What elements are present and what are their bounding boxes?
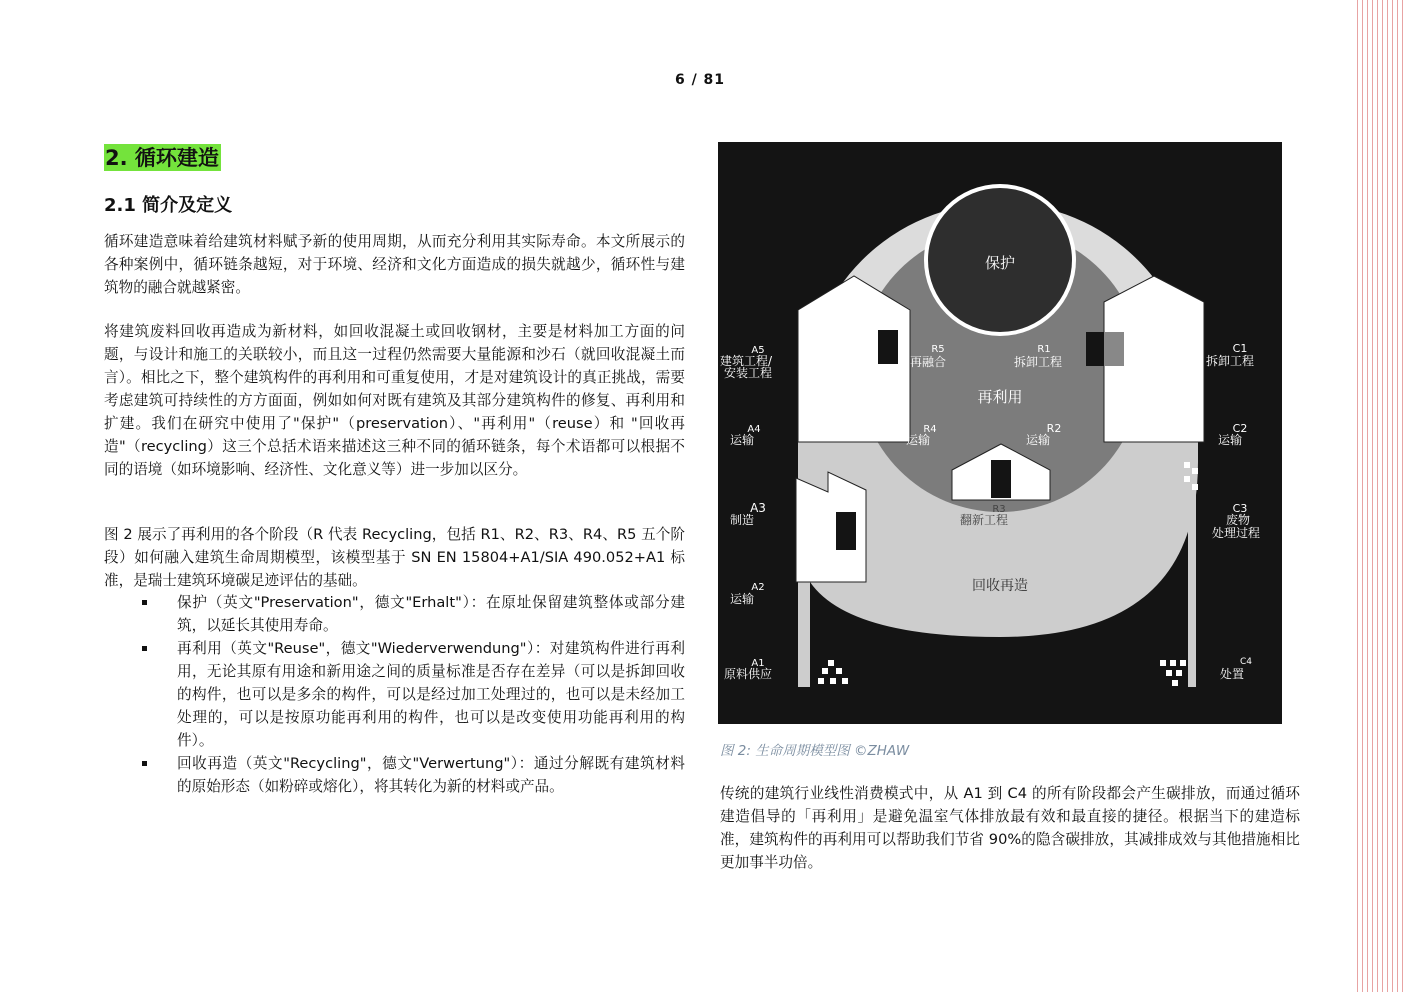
section-heading: 2. 循环建造 — [105, 146, 219, 170]
label-a5-text-2: 安装工程 — [723, 366, 773, 380]
label-c1-code: C1 — [1232, 342, 1248, 355]
label-c3-text-2: 处理过程 — [1211, 526, 1261, 540]
label-r1-text: 拆卸工程 — [1013, 355, 1063, 369]
list-item-text: 回收再造（英文"Recycling"，德文"Verwertung"）：通过分解既有建筑材料的原始形态（如粉碎或熔化），将其转化为新的材料或产品。 — [177, 755, 685, 795]
label-c2-code: C2 — [1232, 422, 1248, 435]
page-edge-stripes — [1353, 0, 1403, 992]
label-a4-code: A4 — [747, 424, 761, 435]
label-a3-text: 制造 — [729, 513, 755, 527]
list-item-preservation — [104, 591, 685, 637]
label-a5-text-1: 建筑工程/ — [719, 354, 773, 368]
label-r4-text: 运输 — [905, 433, 931, 447]
label-c1-text: 拆卸工程 — [1205, 354, 1255, 368]
paragraph-recycling-vs-reuse: 将建筑废料回收再造成为新材料，如回收混凝土或回收钢材，主要是材料加工方面的问题，与设计和施工的关联较小，而且这一过程仍然需要大量能源和沙石（就回收混凝土而言）。相比之下，整个建筑构件的再利用和可重复使用，才是对建筑设计的真正挑战，需要考虑建筑可持续性的方方面面，例如如何对既有建筑及其部分建筑构件的修复、再利用和扩建。我们在研究中使用了"保护"（preservation）、"再利用"（reuse）和 "回收再造"（recycling）这三个总括术语来描述这三种不同的循环链条，每个术语都可以根据不同的语境（如环境影响、经济性、文化意义等）进一步加以区分。 — [104, 323, 685, 478]
label-preservation: 保护 — [984, 254, 1016, 272]
list-item-reuse — [104, 637, 685, 752]
figure-caption: 图 2: 生命周期模型图 ©ZHAW — [720, 743, 910, 759]
label-c4-text: 处置 — [1219, 667, 1245, 681]
label-r3-text: 翻新工程 — [959, 513, 1009, 527]
bullet-square-icon — [142, 600, 147, 605]
label-a4-text: 运输 — [729, 433, 755, 447]
page-number: 6 / 81 — [674, 72, 726, 88]
house-right-window-2 — [1104, 332, 1124, 366]
paragraph-carbon: 传统的建筑行业线性消费模式中，从 A1 到 C4 的所有阶段都会产生碳排放，而通过循环建造倡导的「再利用」是避免温室气体排放最有效和最直接的捷径。根据当下的建造标准，建筑构件的再利用可以帮助我们节省 90%的隐含碳排放，其减排成效与其他措施相比更加事半功倍。 — [720, 785, 1300, 871]
label-a5-code: A5 — [751, 345, 765, 356]
label-r4-code: R4 — [923, 424, 937, 435]
list-item-text: 保护（英文"Preservation"，德文"Erhalt"）：在原址保留建筑整体或部分建筑，以延长其使用寿命。 — [177, 594, 685, 634]
label-r3-code: R3 — [992, 504, 1006, 515]
label-a1-code: A1 — [751, 658, 765, 669]
label-r2-text: 运输 — [1025, 433, 1051, 447]
bullet-square-icon — [142, 761, 147, 766]
label-c3-code: C3 — [1232, 502, 1248, 515]
label-c2-text: 运输 — [1217, 433, 1243, 447]
factory-window — [836, 512, 856, 550]
label-reuse: 再利用 — [977, 388, 1023, 406]
label-a2-text: 运输 — [729, 592, 755, 606]
list-item-recycling — [104, 752, 685, 798]
house-right-window — [1086, 332, 1106, 366]
bullet-square-icon — [142, 646, 147, 651]
label-a1-text: 原料供应 — [723, 667, 773, 681]
label-r2-code: R2 — [1046, 422, 1062, 435]
paragraph-figure-reference: 图 2 展示了再利用的各个阶段（R 代表 Recycling，包括 R1、R2、R3、R4、R5 五个阶段）如何融入建筑生命周期模型，该模型基于 SN EN 15804+A1/SIA 490.052+A1 标准，是瑞士建筑环境碳足迹评估的基础。 — [104, 526, 685, 589]
label-r1-code: R1 — [1037, 344, 1051, 355]
paragraph-intro: 循环建造意味着给建筑材料赋予新的使用周期，从而充分利用其实际寿命。本文所展示的各种案例中，循环链条越短，对于环境、经济和文化方面造成的损失就越少，循环性与建筑物的融合就越紧密。 — [104, 233, 685, 296]
term-list — [104, 591, 685, 798]
life-cycle-diagram — [718, 142, 1282, 724]
label-r5-text: 再融合 — [909, 355, 947, 369]
label-c4-code: C4 — [1239, 657, 1253, 667]
subsection-heading: 2.1 简介及定义 — [104, 195, 233, 216]
house-left-window — [878, 330, 898, 364]
label-recycling: 回收再造 — [972, 578, 1028, 594]
label-a3-code: A3 — [750, 501, 766, 515]
list-item-text: 再利用（英文"Reuse"，德文"Wiederverwendung"）：对建筑构件进行再利用，无论其原有用途和新用途之间的质量标准是否存在差异（可以是拆卸回收的构件，也可以是多余的构件，可以是经过加工处理过的，也可以是未经加工处理的，可以是按原功能再利用的构件，也可以是改变使用功能再利用的构件）。 — [177, 640, 685, 749]
label-c3-text-1: 废物 — [1225, 513, 1251, 527]
label-r5-code: R5 — [931, 344, 945, 355]
house-center-window — [991, 460, 1011, 498]
label-a2-code: A2 — [751, 582, 765, 593]
